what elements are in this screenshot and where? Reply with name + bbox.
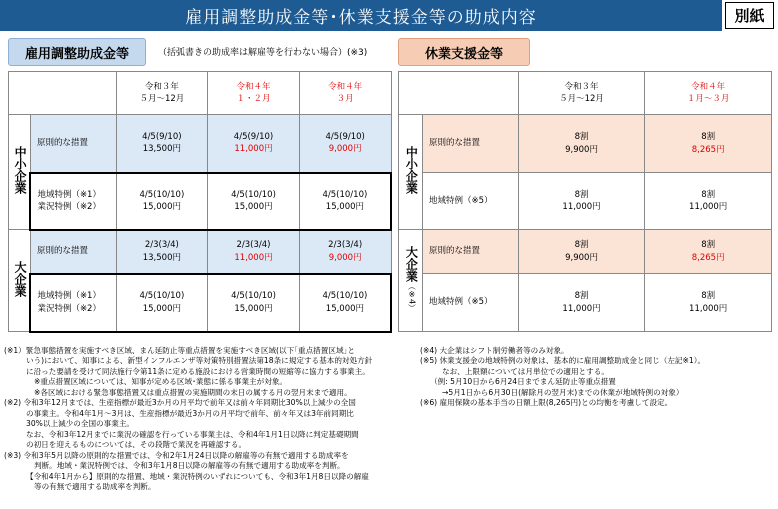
page-title: 雇用調整助成金等･休業支援金等の助成内容 (0, 0, 722, 31)
footnote-line: (※4) 大企業はシフト制労働者等のみ対象。 (420, 346, 569, 355)
table-cell: 8割 11,000円 (518, 173, 645, 230)
category-chusho: 中小企業 (399, 115, 423, 230)
table-cell: 4/5(9/10) 13,500円 (116, 115, 208, 173)
footnote-line: なお、上限額については月単位での適用とする。 (442, 366, 609, 376)
header-cell: 令和４年 １月～３月 (645, 72, 772, 115)
row-label: 地域特例（※5） (422, 274, 518, 332)
table-row (9, 173, 392, 230)
table-row (399, 230, 772, 274)
koyou-table (8, 71, 392, 333)
row-label: 原則的な措置 (422, 230, 518, 274)
table-row (9, 230, 392, 274)
footnotes-left (4, 346, 414, 493)
table-header-row (399, 72, 772, 115)
footnote-line: の事業主。令和4年1月～3月は、生産指標が最近3か月の月平均で前年、前々年又は3年前同期比 (26, 408, 354, 418)
table-cell: 4/5(10/10) 15,000円 (116, 173, 208, 230)
table-cell: 2/3(3/4) 9,000円 (299, 230, 391, 274)
table-cell: 8割 9,900円 (518, 230, 645, 274)
footnote-line: (※3) 令和3年5月以降の原則的な措置では、令和2年1月24日以降の解雇等の有無で適用する助成率を (4, 450, 349, 460)
row-label: 地域特例（※1） 業況特例（※2） (30, 173, 116, 230)
table-cell: 4/5(10/10) 15,000円 (208, 173, 300, 230)
footnote-line: の初日を迎えるものについては、その段階で業況を再確認する。 (26, 440, 247, 450)
row-label: 原則的な措置 (30, 115, 116, 173)
footnote-line: なお、令和3年12月までに業況の確認を行っている事業主は、令和4年1月1日以降に判定基礎期間 (26, 429, 359, 439)
footnote-line: ※重点措置区域については、知事が定める区域･業態に係る事業主が対象。 (34, 377, 288, 387)
kyugyo-label: 休業支援金等 (398, 38, 530, 66)
table-header-row (9, 72, 392, 115)
table-row (9, 274, 392, 332)
footnote-line: （例: 5月10日から6月24日までまん延防止等重点措置 (430, 377, 616, 387)
footnote-line: ※各区域における緊急事態措置又は重点措置の実施期間の末日の属する月の翌月末まで適用。 (34, 387, 352, 397)
header-cell: 令和３年 ５月～12月 (116, 72, 208, 115)
table-cell: 4/5(10/10) 15,000円 (208, 274, 300, 332)
footnote-line: 判断。地域・業況特例では、令和3年1月8日以降の解雇等の有無で適用する助成率を判断。 (34, 461, 345, 471)
table-cell: 4/5(10/10) 15,000円 (116, 274, 208, 332)
koyou-label: 雇用調整助成金等 (8, 38, 146, 66)
footnote-line: (※1）緊急事態措置を実施すべき区域、まん延防止等重点措置を実施すべき区域(以下｢重点措置区域｣と (4, 346, 355, 355)
table-row (9, 115, 392, 173)
table-cell: 4/5(10/10) 15,000円 (299, 274, 391, 332)
footnote-line: →5月1日から6月30日(解除月の翌月末)までの休業が地域特例の対象） (442, 387, 684, 397)
table-cell: 4/5(9/10) 9,000円 (299, 115, 391, 173)
footnote-line: (※6) 雇用保険の基本手当の日額上限(8,265円)との均衡を考慮して設定。 (420, 398, 673, 408)
table-cell: 8割 8,265円 (645, 115, 772, 173)
header-cell: 令和４年 １・２月 (208, 72, 300, 115)
table-cell: 8割 11,000円 (645, 173, 772, 230)
besshi-badge: 別紙 (725, 2, 774, 29)
table-row (399, 173, 772, 230)
table-cell: 2/3(3/4) 13,500円 (116, 230, 208, 274)
table-cell: 8割 11,000円 (518, 274, 645, 332)
table-cell: 4/5(10/10) 15,000円 (299, 173, 391, 230)
row-label: 地域特例（※1） 業況特例（※2） (30, 274, 116, 332)
footnote-line: 【令和4年1月から】原則的な措置、地域・業況特例のいずれについても、令和3年1月8日以降の解雇 (26, 471, 369, 481)
row-label: 原則的な措置 (30, 230, 116, 274)
table-row (399, 274, 772, 332)
footnotes-right (420, 346, 775, 409)
row-label: 地域特例（※5） (422, 173, 518, 230)
category-daikigyo: 大企業（※4） (399, 230, 423, 332)
table-cell: 8割 9,900円 (518, 115, 645, 173)
footnote-line: (※5) 休業支援金の地域特例の対象は、基本的に雇用調整助成金と同じ（左記※1）。 (420, 356, 706, 366)
category-chusho: 中小企業 (9, 115, 31, 230)
footnote-line: 30%以上減少の全国の事業主。 (26, 419, 135, 429)
kyugyo-table (398, 71, 772, 332)
footnote-line: に沿った要請を受けて同法施行令第11条に定める施設における営業時間の短縮等に協力する事業主。 (26, 366, 370, 376)
header-cell: 令和４年 ３月 (299, 72, 391, 115)
footnote-line: (※2) 令和3年12月までは、生産指標が最近3か月の月平均で前年又は前々年同期比30%以上減少の全国 (4, 398, 356, 408)
header-cell: 令和３年 ５月～12月 (518, 72, 645, 115)
table-cell: 8割 8,265円 (645, 230, 772, 274)
table-cell: 2/3(3/4) 11,000円 (208, 230, 300, 274)
rate-note: （括弧書きの助成率は解雇等を行わない場合）(※3) (158, 48, 368, 58)
row-label: 原則的な措置 (422, 115, 518, 173)
footnote-line: いう)において、知事による、新型インフルエンザ等対策特別措置法第18条に規定する基本的対処方針 (26, 356, 373, 366)
table-cell: 8割 11,000円 (645, 274, 772, 332)
footnote-line: 等の有無で適用する助成率を判断。 (34, 482, 156, 492)
table-row (399, 115, 772, 173)
table-cell: 4/5(9/10) 11,000円 (208, 115, 300, 173)
category-daikigyo: 大企業 (9, 230, 31, 332)
